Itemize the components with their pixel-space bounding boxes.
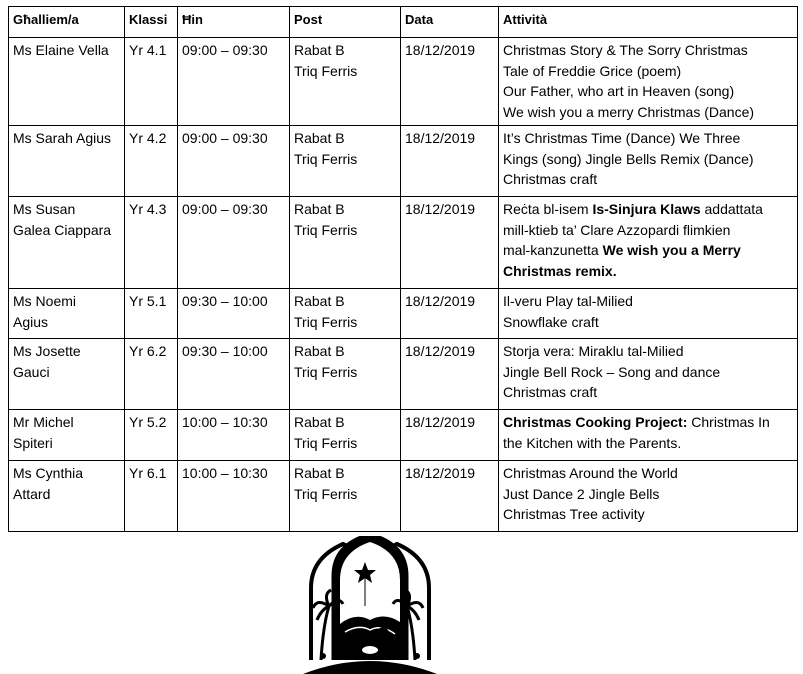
teacher-name: Ms Cynthia bbox=[13, 465, 84, 481]
teacher-name: Ms Sarah Agius bbox=[13, 130, 112, 146]
time-cell: 09:30 – 10:00 bbox=[178, 339, 290, 410]
activity-line: Christmas Story & The Sorry Christmas bbox=[503, 42, 748, 58]
teacher-name: Ms Noemi bbox=[13, 293, 77, 309]
activity-line: Our Father, who art in Heaven (song) bbox=[503, 83, 735, 99]
table-row bbox=[9, 197, 798, 289]
activity-line: Christmas craft bbox=[503, 171, 598, 187]
place-line: Rabat B bbox=[294, 414, 345, 430]
activity-text: Reċta bl-isem bbox=[503, 201, 593, 217]
table-row bbox=[9, 339, 798, 410]
class-cell: Yr 6.1 bbox=[125, 461, 178, 532]
place-line: Rabat B bbox=[294, 343, 345, 359]
activity-song-bold: Christmas remix. bbox=[503, 262, 617, 279]
activity-cell bbox=[499, 289, 798, 339]
activity-line bbox=[503, 199, 793, 220]
class-cell: Yr 5.1 bbox=[125, 289, 178, 339]
activity-cell bbox=[499, 339, 798, 410]
activity-line: Storja vera: Miraklu tal-Milied bbox=[503, 343, 684, 359]
time-cell: 09:00 – 09:30 bbox=[178, 126, 290, 197]
activity-line: mill-ktieb ta’ Clare Azzopardi flimkien bbox=[503, 221, 731, 238]
activity-text: addattata bbox=[700, 201, 763, 217]
activity-cell bbox=[499, 126, 798, 197]
time-cell: 09:30 – 10:00 bbox=[178, 289, 290, 339]
class-cell: Yr 4.3 bbox=[125, 197, 178, 289]
activity-cell bbox=[499, 197, 798, 289]
activity-line: the Kitchen with the Parents. bbox=[503, 434, 682, 451]
place-cell bbox=[290, 461, 401, 532]
place-line: Triq Ferris bbox=[294, 62, 358, 79]
teacher-cell bbox=[9, 197, 125, 289]
place-line: Triq Ferris bbox=[294, 150, 358, 167]
place-line: Triq Ferris bbox=[294, 434, 358, 451]
activity-text: Christmas In bbox=[687, 414, 770, 430]
time-cell: 09:00 – 09:30 bbox=[178, 38, 290, 126]
teacher-name: Gauci bbox=[13, 363, 50, 380]
teacher-cell bbox=[9, 339, 125, 410]
date-cell: 18/12/2019 bbox=[401, 339, 499, 410]
header-teacher: Għalliem/a bbox=[9, 7, 125, 38]
activity-line bbox=[503, 240, 793, 261]
activity-line bbox=[503, 261, 793, 282]
schedule-table bbox=[8, 6, 798, 532]
table-row bbox=[9, 289, 798, 339]
teacher-cell bbox=[9, 461, 125, 532]
teacher-cell bbox=[9, 126, 125, 197]
activity-song-bold: We wish you a Merry bbox=[602, 242, 741, 258]
place-cell bbox=[290, 197, 401, 289]
activity-line: Tale of Freddie Grice (poem) bbox=[503, 62, 682, 79]
activity-line: Jingle Bell Rock – Song and dance bbox=[503, 363, 721, 380]
class-cell: Yr 5.2 bbox=[125, 410, 178, 461]
time-cell: 10:00 – 10:30 bbox=[178, 410, 290, 461]
place-line: Rabat B bbox=[294, 293, 345, 309]
activity-title-bold: Is-Sinjura Klaws bbox=[592, 201, 701, 217]
activity-cell bbox=[499, 410, 798, 461]
place-cell bbox=[290, 339, 401, 410]
teacher-name: Agius bbox=[13, 313, 49, 330]
place-line: Triq Ferris bbox=[294, 485, 358, 502]
activity-title-bold: Christmas Cooking Project: bbox=[503, 414, 688, 430]
teacher-cell bbox=[9, 289, 125, 339]
class-cell: Yr 6.2 bbox=[125, 339, 178, 410]
place-cell bbox=[290, 126, 401, 197]
activity-cell bbox=[499, 38, 798, 126]
activity-line: Christmas craft bbox=[503, 384, 598, 400]
activity-line: It’s Christmas Time (Dance) We Three bbox=[503, 130, 741, 146]
activity-line: Kings (song) Jingle Bells Remix (Dance) bbox=[503, 150, 754, 167]
teacher-name: Attard bbox=[13, 485, 51, 502]
header-row bbox=[9, 7, 798, 38]
header-activity: Attività bbox=[499, 7, 798, 38]
table-row bbox=[9, 410, 798, 461]
class-cell: Yr 4.2 bbox=[125, 126, 178, 197]
teacher-name: Mr Michel bbox=[13, 414, 74, 430]
time-cell: 10:00 – 10:30 bbox=[178, 461, 290, 532]
teacher-name: Galea Ciappara bbox=[13, 221, 112, 238]
activity-line bbox=[503, 412, 793, 433]
teacher-cell bbox=[9, 410, 125, 461]
place-line: Triq Ferris bbox=[294, 313, 358, 330]
place-line: Triq Ferris bbox=[294, 363, 358, 380]
teacher-name: Ms Josette bbox=[13, 343, 81, 359]
teacher-name: Ms Susan bbox=[13, 201, 76, 217]
activity-line: Snowflake craft bbox=[503, 313, 599, 330]
place-line: Rabat B bbox=[294, 42, 345, 58]
nativity-scene-icon bbox=[303, 536, 437, 674]
activity-line: Just Dance 2 Jingle Bells bbox=[503, 485, 660, 502]
teacher-name: Spiteri bbox=[13, 434, 53, 451]
place-cell bbox=[290, 410, 401, 461]
date-cell: 18/12/2019 bbox=[401, 126, 499, 197]
teacher-cell bbox=[9, 38, 125, 126]
time-cell: 09:00 – 09:30 bbox=[178, 197, 290, 289]
place-line: Rabat B bbox=[294, 201, 345, 217]
header-place: Post bbox=[290, 7, 401, 38]
date-cell: 18/12/2019 bbox=[401, 410, 499, 461]
table-row bbox=[9, 38, 798, 126]
table-row bbox=[9, 126, 798, 197]
date-cell: 18/12/2019 bbox=[401, 197, 499, 289]
header-time: Ħin bbox=[178, 7, 290, 38]
activity-line: Christmas Tree activity bbox=[503, 506, 645, 522]
teacher-name: Ms Elaine Vella bbox=[13, 42, 109, 58]
header-date: Data bbox=[401, 7, 499, 38]
activity-line: Christmas Around the World bbox=[503, 465, 678, 481]
place-cell bbox=[290, 38, 401, 126]
place-cell bbox=[290, 289, 401, 339]
date-cell: 18/12/2019 bbox=[401, 289, 499, 339]
table-row bbox=[9, 461, 798, 532]
class-cell: Yr 4.1 bbox=[125, 38, 178, 126]
activity-line: Il-veru Play tal-Milied bbox=[503, 293, 633, 309]
activity-cell bbox=[499, 461, 798, 532]
place-line: Rabat B bbox=[294, 465, 345, 481]
activity-text: mal-kanzunetta bbox=[503, 242, 603, 258]
activity-line: We wish you a merry Christmas (Dance) bbox=[503, 103, 755, 120]
date-cell: 18/12/2019 bbox=[401, 461, 499, 532]
place-line: Triq Ferris bbox=[294, 221, 358, 238]
place-line: Rabat B bbox=[294, 130, 345, 146]
header-class: Klassi bbox=[125, 7, 178, 38]
date-cell: 18/12/2019 bbox=[401, 38, 499, 126]
